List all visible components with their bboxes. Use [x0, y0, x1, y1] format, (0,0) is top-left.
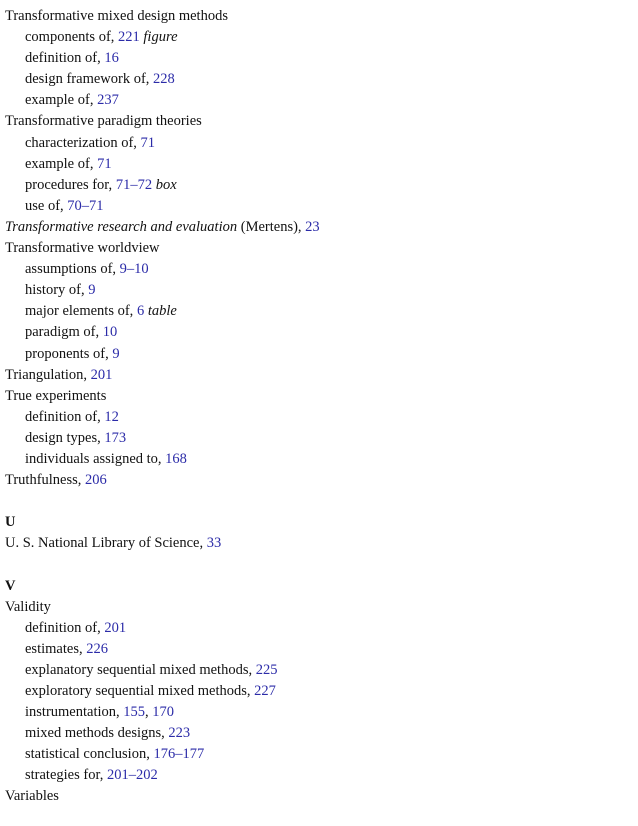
page-reference-link[interactable]: 226	[86, 640, 108, 657]
entry-text: history of,	[25, 282, 89, 299]
section-spacer	[0, 554, 638, 575]
entry-text: estimates,	[25, 640, 87, 657]
entry-text: Truthfulness,	[5, 472, 86, 489]
index-subentry	[0, 322, 638, 343]
section-spacer	[0, 491, 638, 512]
index-subentry	[0, 407, 638, 428]
page-reference-link[interactable]: 176–177	[153, 746, 205, 763]
index-entry	[0, 365, 638, 386]
page-reference-link[interactable]: 10	[102, 324, 118, 341]
entry-text: example of,	[25, 92, 98, 109]
index-subentry	[0, 344, 638, 365]
italic-text: table	[147, 303, 177, 320]
entry-text: statistical conclusion,	[25, 746, 154, 763]
index-subentry	[0, 90, 638, 111]
section-letter-heading	[0, 576, 638, 597]
page-reference-link[interactable]: 225	[255, 661, 278, 678]
page-reference-link[interactable]: 168	[165, 450, 187, 467]
index-entry	[0, 386, 638, 407]
page-reference-link[interactable]: 221	[118, 29, 140, 46]
page-reference-link[interactable]: 237	[97, 92, 119, 109]
entry-text: Transformative paradigm theories	[5, 113, 202, 130]
index-subentry	[0, 48, 638, 69]
index-subentry	[0, 618, 638, 639]
italic-text: box	[155, 176, 177, 193]
entry-text: U. S. National Library of Science,	[5, 535, 207, 552]
index-subentry	[0, 681, 638, 702]
entry-text: ,	[145, 704, 153, 721]
index-entry	[0, 217, 638, 238]
page-reference-link[interactable]: 170	[152, 704, 175, 721]
page-reference-link[interactable]: 223	[168, 725, 191, 742]
index-subentry	[0, 744, 638, 765]
index-entry	[0, 470, 638, 491]
index-subentry	[0, 196, 638, 217]
entry-text: Transformative worldview	[5, 240, 160, 257]
index-subentry	[0, 702, 638, 723]
entry-text: exploratory sequential mixed methods,	[25, 683, 255, 699]
index-subentry	[0, 723, 638, 744]
index-entry	[0, 597, 638, 618]
page-reference-link[interactable]: 206	[85, 472, 107, 489]
index-entry	[0, 6, 638, 27]
page-reference-link[interactable]: 201	[90, 366, 113, 383]
entry-text: individuals assigned to,	[25, 450, 166, 467]
index-subentry	[0, 154, 638, 175]
page-reference-link[interactable]: 155	[123, 704, 146, 721]
page-reference-link[interactable]: 33	[206, 535, 222, 552]
entry-text: assumptions of,	[25, 261, 120, 278]
entry-text: Triangulation,	[5, 366, 91, 383]
index-subentry	[0, 175, 638, 196]
entry-text: major elements of,	[25, 303, 137, 320]
index-subentry	[0, 765, 638, 786]
page-reference-link[interactable]: 9–10	[119, 261, 149, 278]
page-reference-link[interactable]: 71	[97, 155, 112, 172]
index-subentry	[0, 69, 638, 90]
index-subentry	[0, 280, 638, 301]
entry-text: explanatory sequential mixed methods,	[25, 661, 256, 678]
index-entry	[0, 533, 638, 554]
index-subentry	[0, 259, 638, 280]
italic-text: Transformative research and evaluation	[5, 218, 238, 235]
index-subentry	[0, 301, 638, 322]
entry-text: mixed methods designs,	[25, 725, 169, 742]
section-letter-heading	[0, 512, 638, 533]
entry-text: design framework of,	[25, 71, 154, 88]
entry-text: example of,	[25, 155, 98, 172]
index-list	[0, 6, 638, 808]
page-reference-link[interactable]: 16	[104, 50, 119, 67]
entry-text: V	[5, 577, 16, 594]
index-subentry	[0, 639, 638, 660]
index-subentry	[0, 27, 638, 48]
entry-text: definition of,	[25, 619, 105, 636]
entry-text: design types,	[25, 429, 105, 446]
page-reference-link[interactable]: 12	[104, 408, 119, 425]
index-subentry	[0, 133, 638, 154]
entry-text: use of,	[25, 197, 68, 214]
page-reference-link[interactable]: 71	[140, 134, 156, 151]
page-reference-link[interactable]: 23	[305, 218, 320, 235]
entry-text: procedures for,	[25, 176, 116, 193]
index-entry	[0, 111, 638, 132]
page-reference-link[interactable]: 9	[88, 282, 96, 299]
entry-text: strategies for,	[25, 767, 107, 784]
page-reference-link[interactable]: 201–202	[106, 767, 158, 784]
index-subentry	[0, 660, 638, 681]
entry-text: definition of,	[25, 50, 105, 67]
entry-text: Variables	[5, 788, 59, 805]
entry-text: definition of,	[25, 408, 105, 425]
entry-text: Transformative mixed design methods	[5, 8, 228, 24]
index-entry	[0, 238, 638, 259]
entry-text: Validity	[5, 598, 51, 615]
entry-text: U	[5, 514, 16, 531]
index-entry	[0, 786, 638, 807]
entry-text: True experiments	[5, 387, 107, 404]
entry-text: characterization of,	[25, 134, 141, 151]
entry-text: paradigm of,	[25, 324, 103, 341]
page-reference-link[interactable]: 227	[254, 683, 276, 699]
entry-text: components of,	[25, 29, 119, 46]
entry-text: (Mertens),	[237, 218, 306, 235]
entry-text: proponents of,	[25, 345, 113, 362]
page-reference-link[interactable]: 228	[153, 71, 175, 88]
page-reference-link[interactable]: 71–72	[115, 176, 153, 193]
page-reference-link[interactable]: 173	[104, 429, 127, 446]
entry-text: instrumentation,	[25, 704, 124, 721]
page-reference-link[interactable]: 201	[104, 619, 127, 636]
index-subentry	[0, 428, 638, 449]
page-reference-link[interactable]: 70–71	[67, 197, 104, 214]
italic-text: figure	[143, 29, 178, 46]
page-reference-link[interactable]: 9	[112, 345, 120, 362]
page-reference-link[interactable]: 6	[136, 303, 145, 320]
index-subentry	[0, 449, 638, 470]
